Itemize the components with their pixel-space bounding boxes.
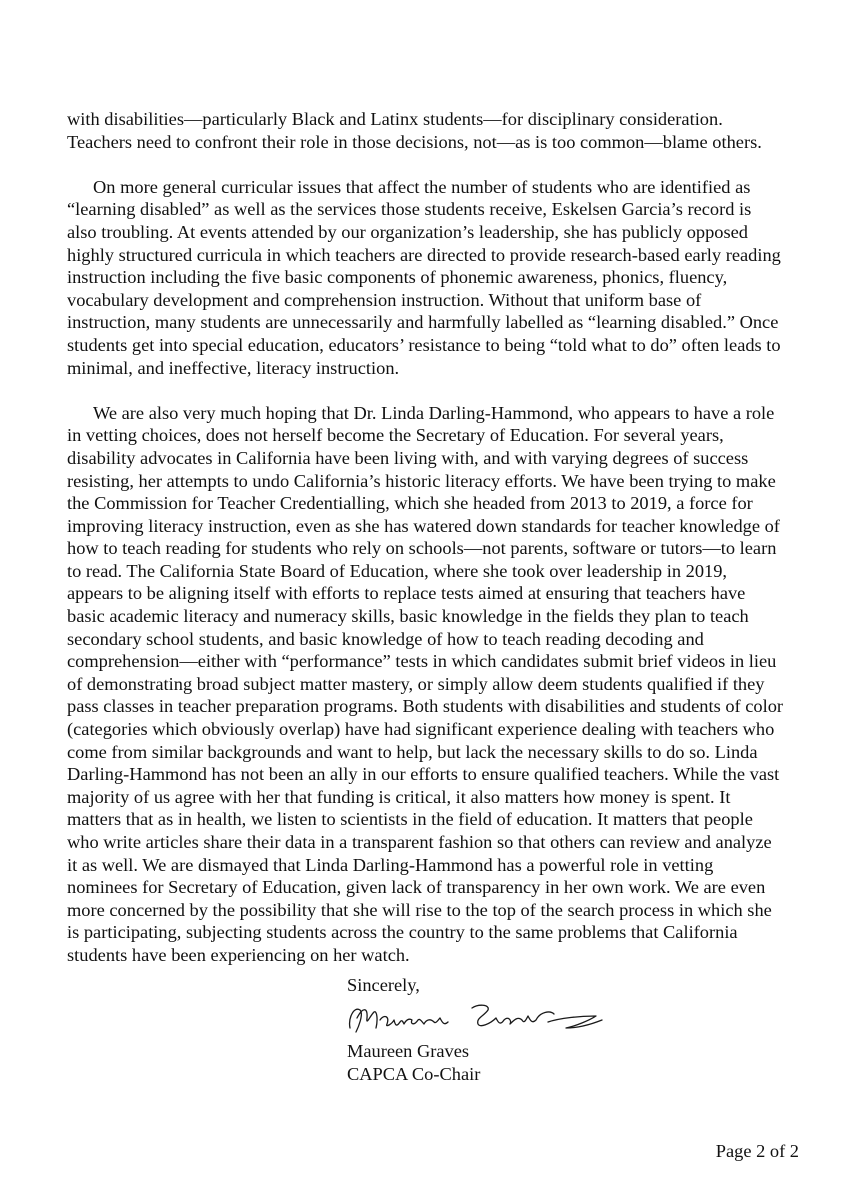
- paragraph-line: in vetting choices, does not herself become the Secretary of Education. For several years,: [67, 425, 724, 446]
- paragraph-line: how to teach reading for students who rely on schools—not parents, software or tutors—to learn: [67, 538, 777, 559]
- paragraph-line: disability advocates in California have been living with, and with varying degrees of success: [67, 447, 749, 468]
- paragraph-line: matters that as in health, we listen to scientists in the field of education. It matters that people: [67, 809, 753, 830]
- signer-block: [347, 1040, 480, 1085]
- paragraph-line: students have been experiencing on her watch.: [67, 944, 410, 965]
- signer-title: CAPCA Co-Chair: [347, 1063, 481, 1084]
- paragraph-line: majority of us agree with her that funding is critical, it also matters how money is spent. It: [67, 786, 731, 807]
- paragraph-line: minimal, and ineffective, literacy instruction.: [67, 357, 400, 378]
- paragraph-line: it as well. We are dismayed that Linda Darling-Hammond has a powerful role in vetting: [67, 854, 714, 875]
- paragraph-line: highly structured curricula in which teachers are directed to provide research-based early reading: [67, 244, 781, 265]
- paragraph-line: On more general curricular issues that affect the number of students who are identified as: [93, 176, 751, 197]
- paragraph-line: basic academic literacy and numeracy skills, basic knowledge in the fields they plan to teach: [67, 606, 749, 627]
- handwritten-signature: [340, 998, 610, 1042]
- paragraph-line: of demonstrating broad subject matter mastery, or simply allow deem students qualified if they: [67, 673, 765, 694]
- paragraph-1: [67, 108, 803, 153]
- paragraph-line: secondary school students, and basic knowledge of how to teach reading decoding and: [67, 628, 704, 649]
- paragraph-line: appears to be aligning itself with efforts to replace tests aimed at ensuring that teachers have: [67, 583, 746, 604]
- paragraph-line: Teachers need to confront their role in those decisions, not—as is too common—blame others.: [67, 131, 762, 152]
- letter-body: [67, 108, 803, 989]
- paragraph-line: vocabulary development and comprehension instruction. Without that uniform base of: [67, 289, 702, 310]
- paragraph-line: (categories which obviously overlap) have had significant experience dealing with teachers who: [67, 719, 775, 740]
- paragraph-line: pass classes in teacher preparation programs. Both students with disabilities and students of color: [67, 696, 784, 717]
- signer-name: Maureen Graves: [347, 1041, 470, 1061]
- paragraph-line: nominees for Secretary of Education, given lack of transparency in her own work. We are even: [67, 877, 766, 898]
- page-number: Page 2 of 2: [715, 1141, 799, 1161]
- paragraph-line: Darling-Hammond has not been an ally in our efforts to ensure qualified teachers. While the vast: [67, 764, 780, 785]
- paragraph-line: “learning disabled” as well as the services those students receive, Eskelsen Garcia’s record is: [67, 199, 752, 220]
- closing-salutation: Sincerely,: [347, 975, 420, 995]
- paragraph-2: [67, 176, 803, 379]
- paragraph-line: with disabilities—particularly Black and Latinx students—for disciplinary consideration.: [67, 109, 723, 129]
- paragraph-line: instruction, many students are unnecessarily and harmfully labelled as “learning disabled.” Once: [67, 312, 779, 333]
- paragraph-line: resisting, her attempts to undo California’s historic literacy efforts. We have been trying to make: [67, 470, 776, 491]
- paragraph-line: who write articles share their data in a transparent fashion so that others can review and analyze: [67, 832, 772, 852]
- paragraph-line: is participating, subjecting students across the country to the same problems that California: [67, 922, 738, 943]
- paragraph-line: more concerned by the possibility that she will rise to the top of the search process in which she: [67, 899, 772, 920]
- paragraph-line: to read. The California State Board of Education, where she took over leadership in 2019,: [67, 560, 727, 581]
- paragraph-line: comprehension—either with “performance” tests in which candidates submit brief videos in lieu: [67, 651, 777, 672]
- paragraph-line: the Commission for Teacher Credentialling, which she headed from 2013 to 2019, a force for: [67, 493, 753, 514]
- paragraph-line: also troubling. At events attended by our organization’s leadership, she has publicly opposed: [67, 221, 748, 242]
- paragraph-line: improving literacy instruction, even as she has watered down standards for teacher knowledge of: [67, 515, 780, 536]
- paragraph-line: students get into special education, educators’ resistance to being “told what to do” often leads to: [67, 334, 781, 355]
- paragraph-3: [67, 402, 803, 967]
- paragraph-line: We are also very much hoping that Dr. Linda Darling-Hammond, who appears to have a role: [93, 402, 775, 423]
- paragraph-line: instruction including the five basic components of phonemic awareness, phonics, fluency,: [67, 267, 728, 288]
- paragraph-line: come from similar backgrounds and want to help, but lack the necessary skills to do so. Linda: [67, 741, 758, 762]
